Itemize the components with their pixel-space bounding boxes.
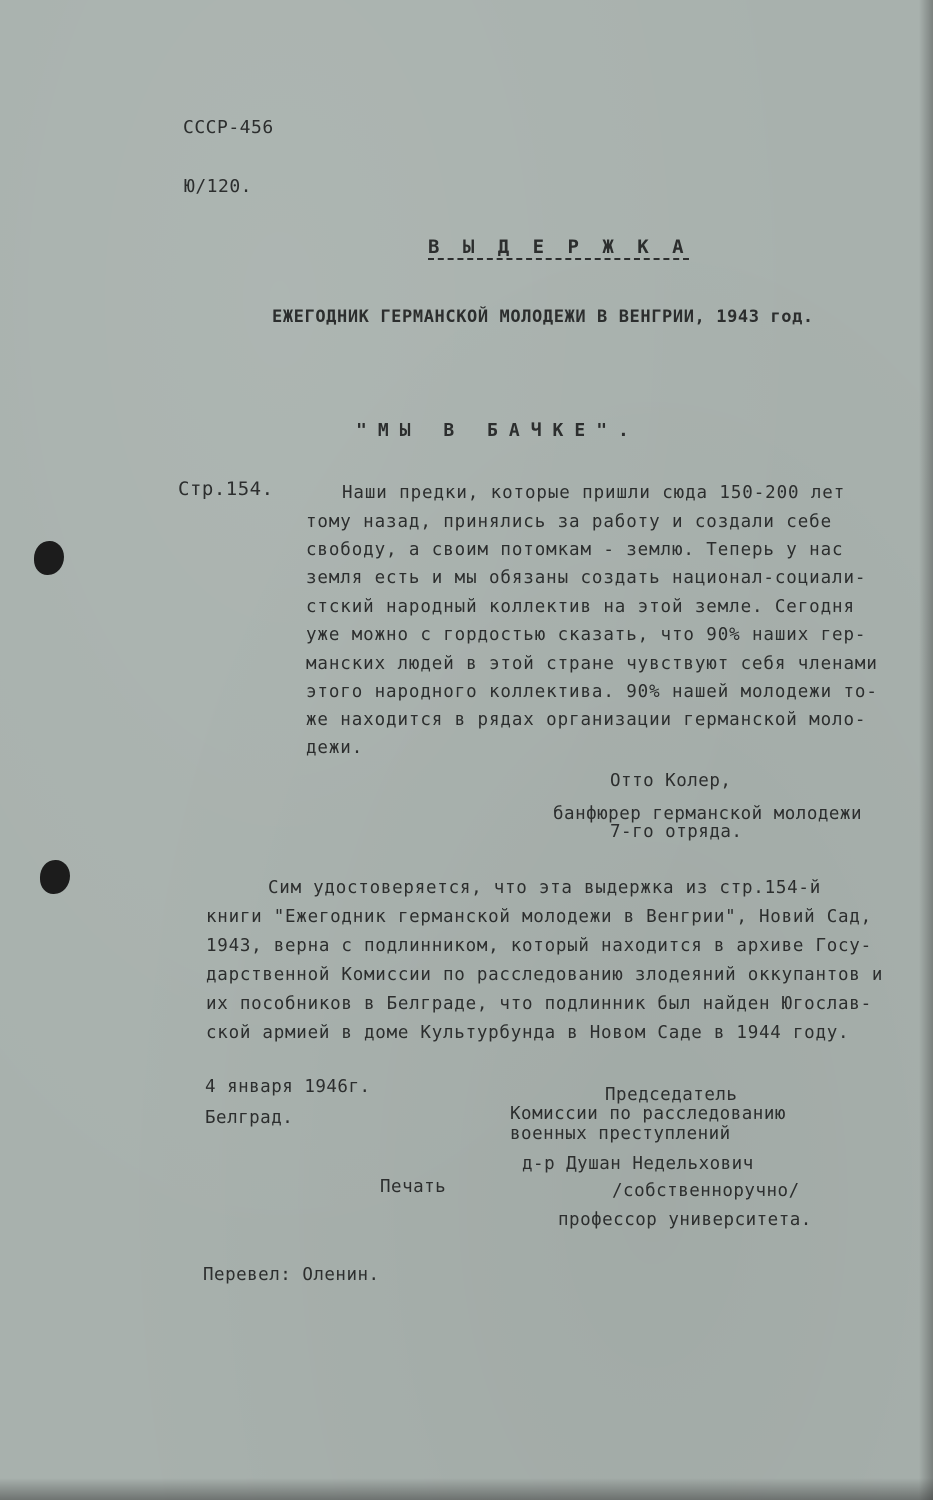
document-place: Белград. [205, 1108, 294, 1128]
document-subtitle: ЕЖЕГОДНИК ГЕРМАНСКОЙ МОЛОДЕЖИ В ВЕНГРИИ, 1943 год. [272, 307, 814, 327]
excerpt-line: земля есть и мы обязаны создать национал-социали- [306, 568, 867, 588]
signatory-role: Председатель [605, 1085, 738, 1105]
seal-label: Печать [380, 1177, 447, 1197]
certification-line: их пособников в Белграде, что подлинник был найден Югослав- [206, 994, 872, 1014]
excerpt-line: стский народный коллектив на этой земле. Сегодня [306, 597, 855, 617]
document-title: В Ы Д Е Р Ж К А [428, 236, 690, 258]
certification-line: ской армией в доме Культурбунда в Новом Саде в 1944 году. [206, 1023, 850, 1043]
author-unit: 7-го отряда. [610, 822, 743, 842]
signatory-commission: Комиссии по расследованию [510, 1104, 786, 1124]
certification-line: дарственной Комиссии по расследованию злодеяний оккупантов и [206, 965, 884, 985]
signatory-commission: военных преступлений [510, 1124, 731, 1144]
signatory-position: профессор университета. [558, 1210, 812, 1230]
excerpt-line: этого народного коллектива. 90% нашей молодежи то- [306, 682, 878, 702]
excerpt-line: Наши предки, которые пришли сюда 150-200 лет [342, 483, 846, 503]
author-title: банфюрер германской молодежи [553, 804, 863, 824]
signatory-note: /собственноручно/ [612, 1181, 800, 1201]
punch-hole-icon [40, 860, 70, 894]
excerpt-line: тому назад, принялись за работу и создали себе [306, 512, 833, 532]
page-reference: Стр.154. [178, 478, 274, 500]
page-edge-shadow [919, 0, 933, 1500]
excerpt-line: уже можно с гордостью сказать, что 90% наших гер- [306, 625, 867, 645]
excerpt-line: свободу, а своим потомкам - землю. Теперь у нас [306, 540, 844, 560]
author-name: Отто Колер, [610, 771, 732, 791]
translator-note: Перевел: Оленин. [203, 1265, 380, 1285]
article-title: "МЫ В БАЧКЕ". [356, 420, 640, 441]
page-bottom-shadow [0, 1478, 933, 1500]
excerpt-line: же находится в рядах организации германской моло- [306, 710, 867, 730]
certification-line: 1943, верна с подлинником, который находится в архиве Госу- [206, 936, 872, 956]
signatory-name: д-р Душан Недельхович [522, 1154, 754, 1174]
document-date: 4 января 1946г. [205, 1077, 371, 1097]
excerpt-line: дежи. [306, 738, 364, 758]
certification-line: книги "Ежегодник германской молодежи в Венгрии", Новий Сад, [206, 907, 872, 927]
reference-code: СССР-456 [183, 117, 274, 138]
file-number: Ю/120. [184, 176, 253, 197]
certification-line: Сим удостоверяется, что эта выдержка из стр.154-й [268, 878, 822, 898]
punch-hole-icon [34, 541, 64, 575]
excerpt-line: манских людей в этой стране чувствуют себя членами [306, 654, 878, 674]
